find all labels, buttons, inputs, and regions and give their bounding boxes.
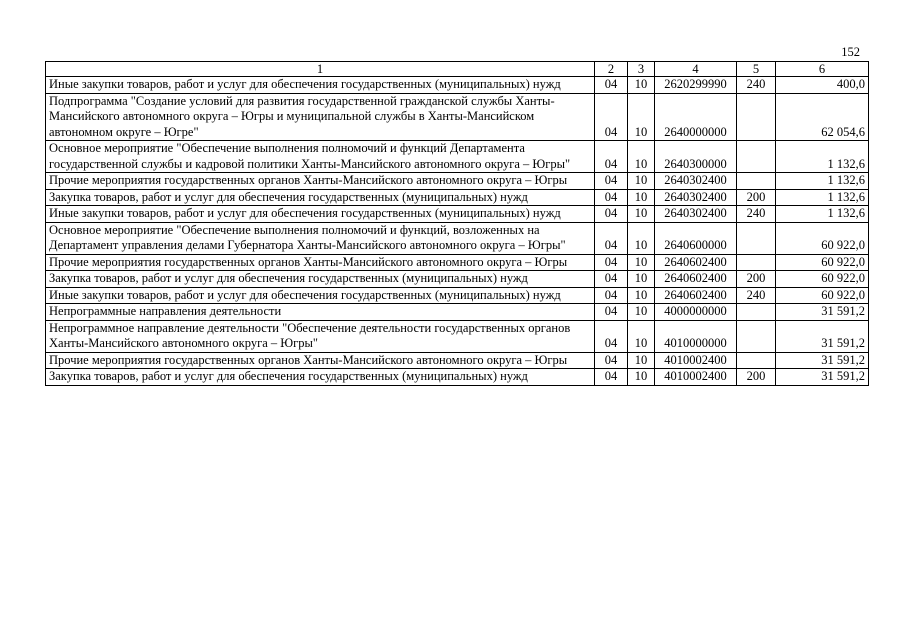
row-subsection: 10	[628, 287, 655, 304]
table-row	[46, 189, 869, 206]
row-subsection: 10	[628, 304, 655, 321]
table-row	[46, 206, 869, 223]
row-section: 04	[595, 93, 628, 141]
row-section: 04	[595, 222, 628, 254]
row-section: 04	[595, 271, 628, 288]
budget-table	[45, 61, 869, 386]
row-section: 04	[595, 189, 628, 206]
header-col-6: 6	[776, 62, 869, 77]
row-name: Подпрограмма "Создание условий для развития государственной гражданской службы Ханты-Мансийского автономного округа – Югры и муниципальной службы в Ханты-Мансийском автономном округе – Югре"	[46, 93, 595, 141]
table-body	[46, 77, 869, 386]
row-name: Прочие мероприятия государственных органов Ханты-Мансийского автономного округа – Югры	[46, 254, 595, 271]
row-target-article: 4010000000	[655, 320, 737, 352]
row-expense-type	[737, 352, 776, 369]
row-section: 04	[595, 352, 628, 369]
row-expense-type: 200	[737, 189, 776, 206]
row-name: Непрограммные направления деятельности	[46, 304, 595, 321]
row-expense-type	[737, 222, 776, 254]
row-section: 04	[595, 206, 628, 223]
header-col-4: 4	[655, 62, 737, 77]
header-row	[46, 62, 869, 77]
row-subsection: 10	[628, 141, 655, 173]
row-subsection: 10	[628, 77, 655, 94]
table-row	[46, 222, 869, 254]
row-subsection: 10	[628, 206, 655, 223]
row-expense-type: 200	[737, 271, 776, 288]
row-amount: 60 922,0	[776, 271, 869, 288]
row-expense-type: 240	[737, 77, 776, 94]
row-target-article: 2640600000	[655, 222, 737, 254]
row-amount: 62 054,6	[776, 93, 869, 141]
row-section: 04	[595, 141, 628, 173]
table-header	[46, 62, 869, 77]
row-subsection: 10	[628, 189, 655, 206]
table-row	[46, 287, 869, 304]
row-expense-type	[737, 254, 776, 271]
row-section: 04	[595, 369, 628, 386]
row-subsection: 10	[628, 352, 655, 369]
row-amount: 400,0	[776, 77, 869, 94]
row-amount: 31 591,2	[776, 320, 869, 352]
row-expense-type: 240	[737, 287, 776, 304]
header-col-2: 2	[595, 62, 628, 77]
row-subsection: 10	[628, 369, 655, 386]
row-name: Непрограммное направление деятельности "Обеспечение деятельности государственных органов Ханты-Мансийского автономного округа – Югры"	[46, 320, 595, 352]
row-name: Прочие мероприятия государственных органов Ханты-Мансийского автономного округа – Югры	[46, 173, 595, 190]
row-name: Иные закупки товаров, работ и услуг для обеспечения государственных (муниципальных) нужд	[46, 206, 595, 223]
row-section: 04	[595, 77, 628, 94]
row-section: 04	[595, 287, 628, 304]
row-section: 04	[595, 173, 628, 190]
table-row	[46, 369, 869, 386]
row-target-article: 2640300000	[655, 141, 737, 173]
row-amount: 60 922,0	[776, 287, 869, 304]
row-name: Закупка товаров, работ и услуг для обеспечения государственных (муниципальных) нужд	[46, 271, 595, 288]
header-col-1: 1	[46, 62, 595, 77]
table-row	[46, 93, 869, 141]
table-row	[46, 254, 869, 271]
row-expense-type: 240	[737, 206, 776, 223]
table-row	[46, 352, 869, 369]
row-amount: 31 591,2	[776, 304, 869, 321]
row-amount: 31 591,2	[776, 352, 869, 369]
table-row	[46, 304, 869, 321]
page-number: 152	[841, 45, 860, 59]
row-target-article: 2620299990	[655, 77, 737, 94]
header-col-5: 5	[737, 62, 776, 77]
row-target-article: 2640302400	[655, 189, 737, 206]
row-section: 04	[595, 254, 628, 271]
row-target-article: 2640602400	[655, 254, 737, 271]
table-row	[46, 320, 869, 352]
row-amount: 31 591,2	[776, 369, 869, 386]
row-amount: 60 922,0	[776, 222, 869, 254]
row-name: Закупка товаров, работ и услуг для обеспечения государственных (муниципальных) нужд	[46, 189, 595, 206]
row-subsection: 10	[628, 222, 655, 254]
row-expense-type	[737, 173, 776, 190]
row-expense-type	[737, 320, 776, 352]
row-target-article: 2640302400	[655, 206, 737, 223]
row-target-article: 2640602400	[655, 287, 737, 304]
row-expense-type	[737, 93, 776, 141]
row-name: Основное мероприятие "Обеспечение выполнения полномочий и функций, возложенных на Департамент управления делами Губернатора Ханты-Мансийского автономного округа – Югры"	[46, 222, 595, 254]
row-expense-type	[737, 141, 776, 173]
row-name: Иные закупки товаров, работ и услуг для обеспечения государственных (муниципальных) нужд	[46, 77, 595, 94]
row-subsection: 10	[628, 93, 655, 141]
row-target-article: 4000000000	[655, 304, 737, 321]
row-target-article: 2640602400	[655, 271, 737, 288]
row-expense-type: 200	[737, 369, 776, 386]
row-subsection: 10	[628, 254, 655, 271]
row-target-article: 4010002400	[655, 352, 737, 369]
header-col-3: 3	[628, 62, 655, 77]
table-row	[46, 271, 869, 288]
row-section: 04	[595, 320, 628, 352]
row-amount: 60 922,0	[776, 254, 869, 271]
table-row	[46, 77, 869, 94]
row-name: Иные закупки товаров, работ и услуг для обеспечения государственных (муниципальных) нужд	[46, 287, 595, 304]
row-subsection: 10	[628, 173, 655, 190]
row-expense-type	[737, 304, 776, 321]
row-subsection: 10	[628, 271, 655, 288]
row-section: 04	[595, 304, 628, 321]
row-amount: 1 132,6	[776, 206, 869, 223]
row-target-article: 2640302400	[655, 173, 737, 190]
row-target-article: 2640000000	[655, 93, 737, 141]
table-row	[46, 173, 869, 190]
row-amount: 1 132,6	[776, 189, 869, 206]
row-amount: 1 132,6	[776, 141, 869, 173]
row-subsection: 10	[628, 320, 655, 352]
row-target-article: 4010002400	[655, 369, 737, 386]
row-name: Закупка товаров, работ и услуг для обеспечения государственных (муниципальных) нужд	[46, 369, 595, 386]
row-amount: 1 132,6	[776, 173, 869, 190]
table-row	[46, 141, 869, 173]
row-name: Основное мероприятие "Обеспечение выполнения полномочий и функций Департамента государственной службы и кадровой политики Ханты-Мансийского автономного округа – Югры"	[46, 141, 595, 173]
row-name: Прочие мероприятия государственных органов Ханты-Мансийского автономного округа – Югры	[46, 352, 595, 369]
